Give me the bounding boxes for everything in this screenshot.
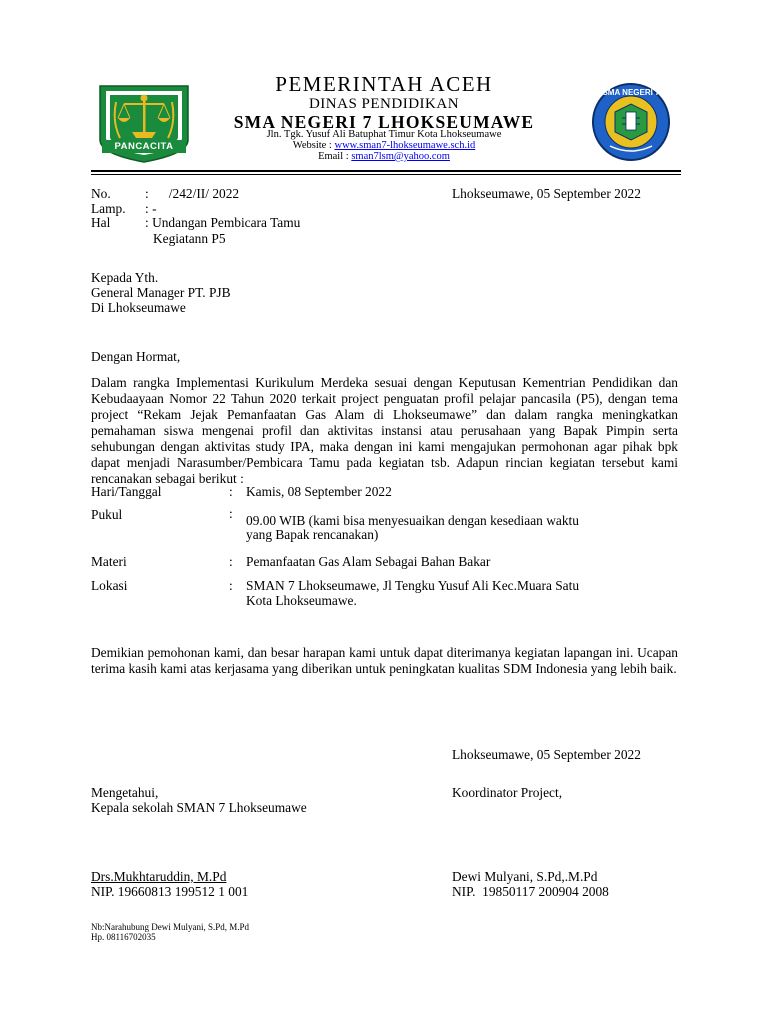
website-link[interactable]: www.sman7-lhokseumawe.sch.id — [334, 140, 476, 151]
detail-colon: : — [229, 554, 233, 569]
letter-date: Lhokseumawe, 05 September 2022 — [452, 186, 641, 201]
detail-value-date: Kamis, 08 September 2022 — [246, 484, 392, 499]
email-label: Email : — [318, 151, 352, 162]
detail-label-date: Hari/Tanggal — [91, 484, 162, 499]
no-label: No. — [91, 186, 111, 201]
recipient-line1: Kepada Yth. — [91, 270, 159, 285]
detail-label-location: Lokasi — [91, 578, 128, 593]
detail-label-topic: Materi — [91, 554, 127, 569]
recipient-line3: Di Lhokseumawe — [91, 300, 186, 315]
header-address: Jln. Tgk. Yusuf Ali Batuphat Timur Kota Lhokseumawe — [266, 129, 502, 140]
detail-colon: : — [229, 484, 233, 499]
recipient-line2: General Manager PT. PJB — [91, 285, 231, 300]
sign-left-name: Drs.Mukhtaruddin, M.Pd — [91, 869, 227, 884]
email-link[interactable]: sman7lsm@yahoo.com — [351, 151, 450, 162]
hal-label: Hal — [91, 215, 111, 230]
school-logo-text: SMA NEGERI 7 — [602, 88, 660, 97]
header-school-name: SMA NEGERI 7 LHOKSEUMAWE — [233, 112, 535, 132]
sign-left-position: Kepala sekolah SMAN 7 Lhokseumawe — [91, 800, 307, 815]
sign-left-role: Mengetahui, — [91, 785, 159, 800]
header-website-line — [0, 140, 768, 151]
sign-right-role: Koordinator Project, — [452, 785, 563, 800]
detail-colon: : — [229, 506, 233, 521]
pancacita-logo-text: PANCACITA — [114, 141, 174, 152]
detail-value-time: 09.00 WIB (kami bisa menyesuaikan dengan kesediaan waktu — [246, 513, 579, 528]
greeting: Dengan Hormat, — [91, 349, 181, 364]
detail-value-location-cont: Kota Lhokseumawe. — [246, 593, 357, 608]
sign-right-name: Dewi Mulyani, S.Pd,.M.Pd — [452, 869, 598, 884]
sign-date: Lhokseumawe, 05 September 2022 — [452, 747, 641, 762]
lamp-label: Lamp. — [91, 201, 126, 216]
detail-value-topic: Pemanfaatan Gas Alam Sebagai Bahan Bakar — [246, 554, 491, 569]
header-email-line — [0, 151, 768, 162]
no-value: : /242/II/ 2022 — [145, 186, 240, 201]
website-label: Website : — [292, 140, 335, 151]
hal-value-cont: Kegiatann P5 — [153, 231, 226, 246]
contact-note: Nb:Narahubung Dewi Mulyani, S.Pd, M.Pd — [91, 922, 249, 932]
contact-phone: Hp. 08116702035 — [91, 932, 156, 942]
detail-value-time-cont: yang Bapak rencanakan) — [246, 527, 379, 542]
detail-label-time: Pukul — [91, 507, 123, 522]
lamp-value: : - — [145, 201, 157, 216]
header-department: DINAS PENDIDIKAN — [308, 96, 460, 112]
sign-left-nip: NIP. 19660813 199512 1 001 — [91, 884, 249, 899]
intro-paragraph: Dalam rangka Implementasi Kurikulum Merdeka sesuai dengan Keputusan Kementrian Pendidikan dan Kebudaayaan Nomor 22 Tahun 2020 terkait project penguatan profil pelajar pancasila (P5), dengan tema project “Rekam Jejak Pemanfaatan Gas Alam di Lhokseumawe” dan dalam rangka meningkatkan pemahaman siswa mengenai profil dan aktivitas instansi atau perusahaan yang Bapak Pimpin serta sehubungan dengan aktivitas study IPA, maka dengan ini kami mengajukan permohonan agar pihak bpk dapat menjadi Narasumber/Pembicara Tamu pada kegiatan tsb. Adapun rincian kegiatan tersebut kami rencanakan sebagai berikut : — [91, 375, 678, 486]
header-divider-thin — [91, 174, 681, 175]
detail-value-location: SMAN 7 Lhokseumawe, Jl Tengku Yusuf Ali Kec.Muara Satu — [246, 578, 580, 593]
header-government: PEMERINTAH ACEH — [275, 72, 493, 96]
closing-paragraph: Demikian pemohonan kami, dan besar harapan kami untuk dapat diterimanya kegiatan lapangan ini. Ucapan terima kasih kami atas kerjasama yang diberikan untuk peningkatan kualitas SDM Indonesia yang lebih baik. — [91, 645, 678, 676]
detail-colon: : — [229, 578, 233, 593]
sign-right-nip: NIP. 19850117 200904 2008 — [452, 884, 609, 899]
hal-value: : Undangan Pembicara Tamu — [145, 215, 301, 230]
header-divider-thick — [91, 170, 681, 172]
